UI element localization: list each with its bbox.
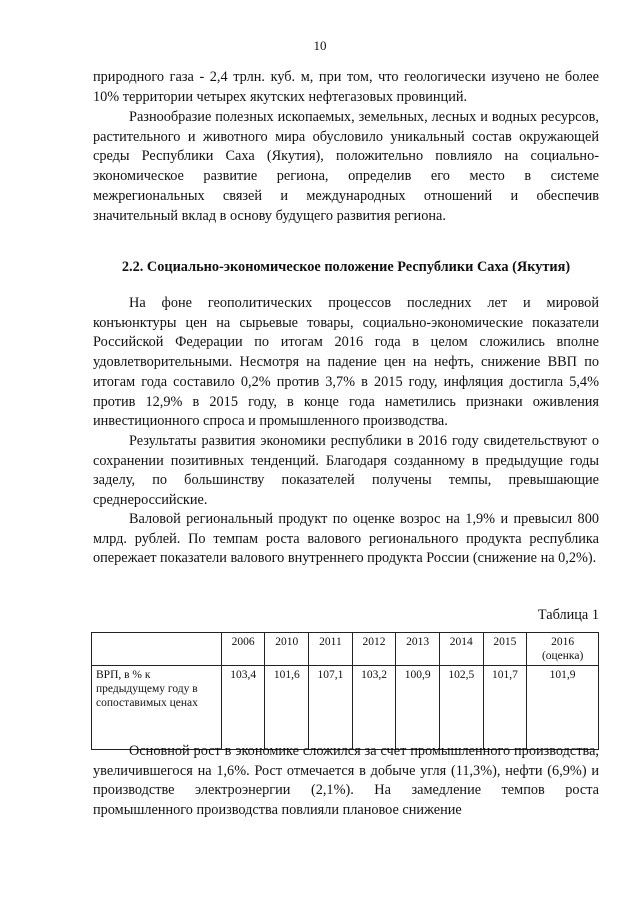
paragraph-results: Результаты развития экономики республики в 2016 году свидетельствуют о сохранении позитивных тенденций. Благодаря созданному в предыдущие годы заделу, по большинству показателей получены темпы, превышающие среднероссийские. xyxy=(93,433,599,509)
paragraph-geopolitics: На фоне геополитических процессов последних лет и мировой конъюнктуры цен на сырьевые товары, социально-экономические показатели Российской Федерации по итогам 2016 года в целом сложились вполне удовлетворительными. Несмотря на падение цен на нефть, снижение ВВП по итогам года составило 0,2% против 3,7% в 2015 году, инфляция достигла 5,4% против 12,9% в 2015 году, в конце года наметились признаки оживления инвестиционного спроса и промышленного производства. xyxy=(93,295,599,430)
grp-table xyxy=(91,632,599,750)
table-cell: 103,4 xyxy=(221,666,265,750)
table-cell: 101,6 xyxy=(265,666,309,750)
paragraph-industry: Основной рост в экономике сложился за счет промышленного производства, увеличившегося на 1,6%. Рост отмечается в добыче угля (11,3%), нефти (6,9%) и производстве электроэнергии (2,1%). На замедление темпов роста промышленного производства повлияли плановое снижение xyxy=(93,743,599,819)
table-caption: Таблица 1 xyxy=(537,607,599,623)
table-cell: 101,9 xyxy=(527,666,599,750)
paragraph-grp: Валовой региональный продукт по оценке возрос на 1,9% и превысил 800 млрд. рублей. По темпам роста валового регионального продукта республика опережает показатели валового внутреннего продукта России (снижение на 0,2%). xyxy=(93,511,599,567)
table-header-row xyxy=(92,633,599,666)
table-cell: 100,9 xyxy=(396,666,440,750)
page-number: 10 xyxy=(313,38,327,53)
table-cell: 103,2 xyxy=(352,666,396,750)
paragraph-resources: Разнообразие полезных ископаемых, земельных, лесных и водных ресурсов, растительного и животного мира обусловило уникальный состав окружающей среды Республики Саха (Якутия), положительно повлияло на социально-экономическое развитие региона, определив его место в системе межрегиональных связей и международных отношений и обеспечив значительный вклад в основу будущего развития региона. xyxy=(93,109,599,224)
table-cell: 107,1 xyxy=(309,666,353,750)
table-header-cell: 2015 xyxy=(483,633,527,666)
table-header-cell: 2016 (оценка) xyxy=(527,633,599,666)
table-cell: 102,5 xyxy=(439,666,483,750)
table-header-cell: 2013 xyxy=(396,633,440,666)
table-header-cell: 2010 xyxy=(265,633,309,666)
table-header-cell: 2012 xyxy=(352,633,396,666)
table-cell: ВРП, в % к предыдущему году в сопоставимых ценах xyxy=(92,666,222,750)
paragraph-gas-reserves: природного газа - 2,4 трлн. куб. м, при том, что геологически изучено не более 10% территории четырех якутских нефтегазовых провинций. xyxy=(93,69,599,105)
table-header-cell: 2011 xyxy=(309,633,353,666)
table-cell: 101,7 xyxy=(483,666,527,750)
section-heading: 2.2. Социально-экономическое положение Республики Саха (Якутия) xyxy=(121,259,571,275)
table-row xyxy=(92,666,599,750)
table-header-cell: 2014 xyxy=(439,633,483,666)
table-header-cell xyxy=(92,633,222,666)
table-header-cell: 2006 xyxy=(221,633,265,666)
